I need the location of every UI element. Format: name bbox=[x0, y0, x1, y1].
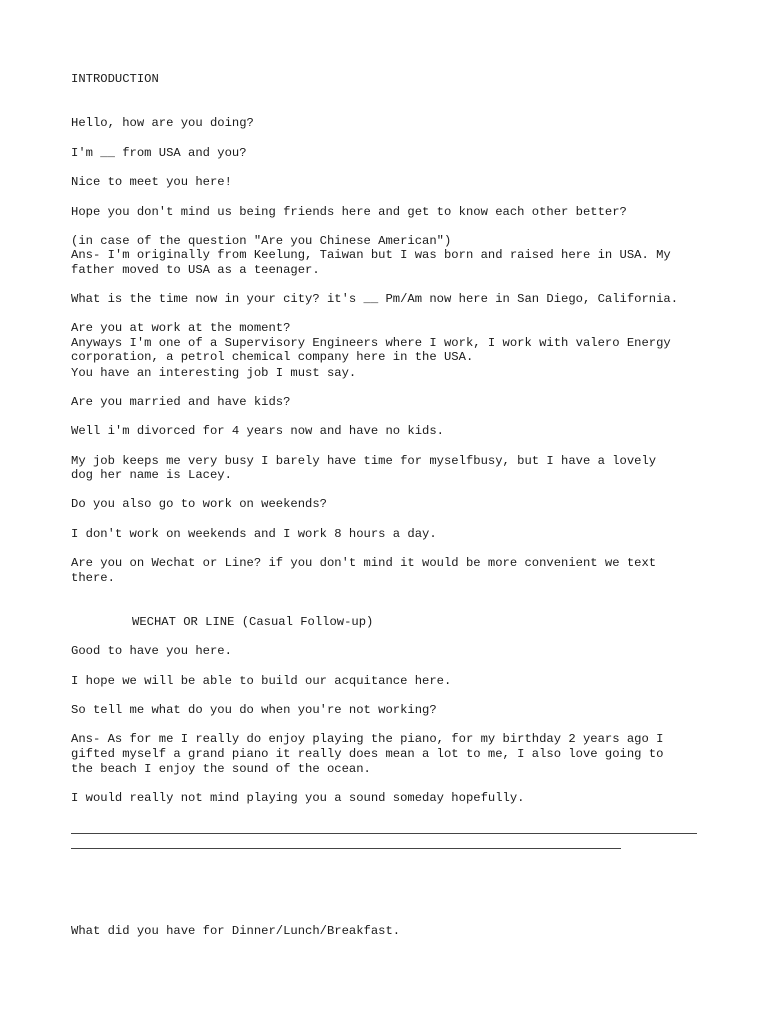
paragraph-line: You have an interesting job I must say. bbox=[71, 366, 357, 380]
paragraph-line: Anyways I'm one of a Supervisory Engineers where I work, I work with valero Energy bbox=[71, 336, 671, 350]
paragraph: Nice to meet you here! bbox=[71, 175, 232, 189]
paragraph-line: (in case of the question "Are you Chinese American") bbox=[71, 234, 452, 248]
paragraph: Are you married and have kids? bbox=[71, 395, 291, 409]
paragraph: I hope we will be able to build our acquitance here. bbox=[71, 674, 452, 688]
subsection-heading: WECHAT OR LINE (Casual Follow-up) bbox=[132, 615, 374, 629]
paragraph: Do you also go to work on weekends? bbox=[71, 497, 327, 511]
paragraph-line: Ans- I'm originally from Keelung, Taiwan but I was born and raised here in USA. My bbox=[71, 248, 671, 262]
paragraph-line: corporation, a petrol chemical company here in the USA. bbox=[71, 350, 474, 364]
paragraph-line: Are you on Wechat or Line? if you don't mind it would be more convenient we text bbox=[71, 556, 657, 570]
paragraph-line: My job keeps me very busy I barely have time for myselfbusy, but I have a lovely bbox=[71, 454, 657, 468]
paragraph: Hope you don't mind us being friends here and get to know each other better? bbox=[71, 205, 627, 219]
section-heading: INTRODUCTION bbox=[71, 72, 159, 86]
paragraph-line: Are you at work at the moment? bbox=[71, 321, 291, 335]
paragraph: What did you have for Dinner/Lunch/Breakfast. bbox=[71, 924, 401, 938]
paragraph-line: there. bbox=[71, 571, 115, 585]
paragraph: I would really not mind playing you a sound someday hopefully. bbox=[71, 791, 525, 805]
paragraph-line: gifted myself a grand piano it really does mean a lot to me, I also love going to bbox=[71, 747, 664, 761]
paragraph: Well i'm divorced for 4 years now and have no kids. bbox=[71, 424, 444, 438]
paragraph-line: Ans- As for me I really do enjoy playing the piano, for my birthday 2 years ago I bbox=[71, 732, 664, 746]
paragraph-line: dog her name is Lacey. bbox=[71, 468, 232, 482]
horizontal-rule bbox=[71, 848, 621, 849]
paragraph: Hello, how are you doing? bbox=[71, 116, 254, 130]
horizontal-rule bbox=[71, 833, 697, 834]
paragraph: What is the time now in your city? it's __ Pm/Am now here in San Diego, California. bbox=[71, 292, 679, 306]
paragraph: Good to have you here. bbox=[71, 644, 232, 658]
paragraph: I don't work on weekends and I work 8 hours a day. bbox=[71, 527, 437, 541]
paragraph-line: father moved to USA as a teenager. bbox=[71, 263, 320, 277]
paragraph-line: the beach I enjoy the sound of the ocean. bbox=[71, 762, 371, 776]
paragraph: I'm __ from USA and you? bbox=[71, 146, 247, 160]
paragraph: So tell me what do you do when you're not working? bbox=[71, 703, 437, 717]
